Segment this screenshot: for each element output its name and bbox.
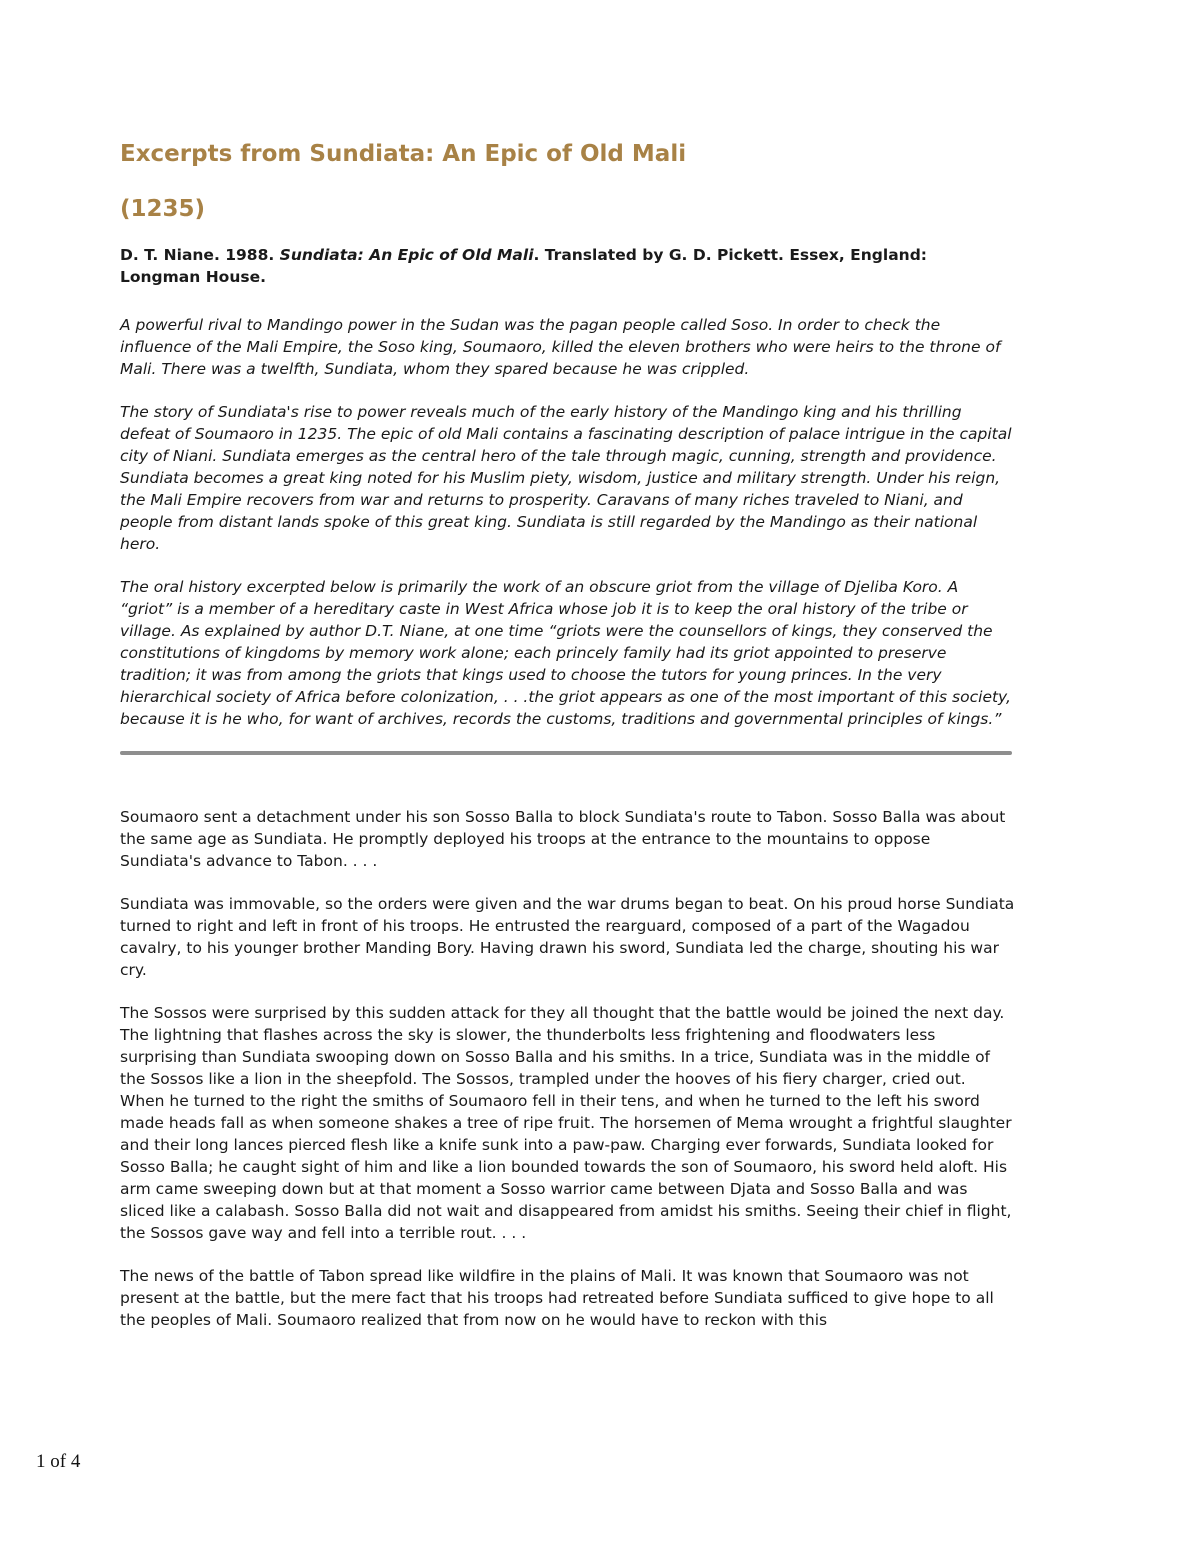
document-year: (1235) <box>120 196 206 222</box>
horizontal-divider <box>120 751 1012 755</box>
citation-prefix: D. T. Niane. 1988. <box>120 246 280 264</box>
document-body <box>120 138 1020 1352</box>
excerpt-text <box>120 806 1020 1331</box>
citation-book-title: Sundiata: An Epic of Old Mali <box>279 246 534 264</box>
page-number: 1 of 4 <box>36 1451 81 1472</box>
introduction <box>120 314 1020 730</box>
intro-paragraph: A powerful rival to Mandingo power in the Sudan was the pagan people called Soso. In order to check the influence of the Mali Empire, the Soso king, Soumaoro, killed the eleven brothers who were heirs to the throne of Mali. There was a twelfth, Sundiata, whom they spared because he was crippled. <box>120 316 1001 378</box>
intro-paragraph: The story of Sundiata's rise to power reveals much of the early history of the Mandingo king and his thrilling defeat of Soumaoro in 1235. The epic of old Mali contains a fascinating description of palace intrigue in the capital city of Niani. Sundiata emerges as the central hero of the tale through magic, cunning, strength and providence. Sundiata becomes a great king noted for his Muslim piety, wisdom, justice and military strength. Under his reign, the Mali Empire recovers from war and returns to prosperity. Caravans of many riches traveled to Niani, and people from distant lands spoke of this great king. Sundiata is still regarded by the Mandingo as their national hero. <box>120 403 1012 553</box>
intro-paragraph: The oral history excerpted below is primarily the work of an obscure griot from the village of Djeliba Koro. A “griot” is a member of a hereditary caste in West Africa whose job it is to keep the oral history of the tribe or village. As explained by author D.T. Niane, at one time “griots were the counsellors of kings, they conserved the constitutions of kingdoms by memory work alone; each princely family had its griot appointed to preserve tradition; it was from among the griots that kings used to choose the tutors for young princes. In the very hierarchical society of Africa before colonization, . . .the griot appears as one of the most important of this society, because it is he who, for want of archives, records the customs, traditions and governmental principles of kings.” <box>120 578 1011 728</box>
excerpt-paragraph: Soumaoro sent a detachment under his son Sosso Balla to block Sundiata's route to Tabon. Sosso Balla was about the same age as Sundiata. He promptly deployed his troops at the entrance to the mountains to oppose Sundiata's advance to Tabon. . . . <box>120 808 1006 870</box>
document-title: Excerpts from Sundiata: An Epic of Old Mali <box>120 141 687 167</box>
citation-suffix: . Translated by G. D. Pickett. Essex, England: Longman House. <box>120 246 927 286</box>
excerpt-paragraph: The news of the battle of Tabon spread like wildfire in the plains of Mali. It was known that Soumaoro was not present at the battle, but the mere fact that his troops had retreated before Sundiata sufficed to give hope to all the peoples of Mali. Soumaoro realized that from now on he would have to reckon with this <box>120 1267 994 1329</box>
excerpt-paragraph: Sundiata was immovable, so the orders were given and the war drums began to beat. On his proud horse Sundiata turned to right and left in front of his troops. He entrusted the rearguard, composed of a part of the Wagadou cavalry, to his younger brother Manding Bory. Having drawn his sword, Sundiata led the charge, shouting his war cry. <box>120 895 1015 979</box>
excerpt-paragraph: The Sossos were surprised by this sudden attack for they all thought that the battle would be joined the next day. The lightning that flashes across the sky is slower, the thunderbolts less frightening and floodwaters less surprising than Sundiata swooping down on Sosso Balla and his smiths. In a trice, Sundiata was in the middle of the Sossos like a lion in the sheepfold. The Sossos, trampled under the hooves of his fiery charger, cried out. When he turned to the right the smiths of Soumaoro fell in their tens, and when he turned to the left his sword made heads fall as when someone shakes a tree of ripe fruit. The horsemen of Mema wrought a frightful slaughter and their long lances pierced flesh like a knife sunk into a paw-paw. Charging ever forwards, Sundiata looked for Sosso Balla; he caught sight of him and like a lion bounded towards the son of Soumaoro, his sword held aloft. His arm came sweeping down but at that moment a Sosso warrior came between Djata and Sosso Balla and was sliced like a calabash. Sosso Balla did not wait and disappeared from amidst his smiths. Seeing their chief in flight, the Sossos gave way and fell into a terrible rout. . . . <box>120 1004 1012 1242</box>
citation <box>120 244 1000 288</box>
